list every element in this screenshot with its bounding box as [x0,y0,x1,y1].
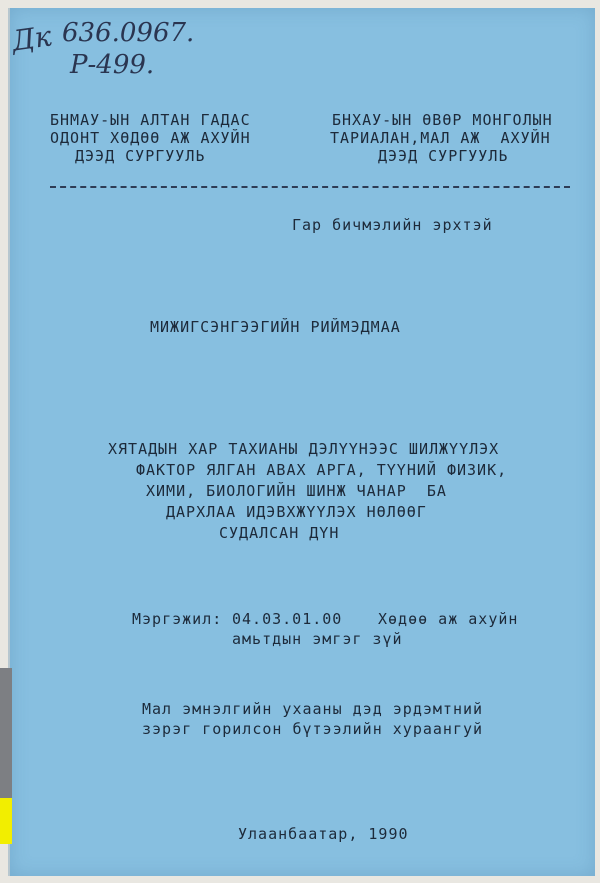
specialty-name-line1: Хөдөө аж ахуйн [378,610,519,628]
separator-dashed-line [50,186,570,188]
title-line-3: ХИМИ, БИОЛОГИЙН ШИНЖ ЧАНАР БА [146,482,447,500]
title-line-1: ХЯТАДЫН ХАР ТАХИАНЫ ДЭЛҮҮНЭЭС ШИЛЖҮҮЛЭХ [108,440,500,458]
author-name: МИЖИГСЭНГЭЭГИЙН РИЙМЭДМАА [150,318,401,336]
title-line-5: СУДАЛСАН ДҮН [219,524,340,542]
institution-left-line3: ДЭЭД СУРГУУЛЬ [75,147,206,165]
institution-left-line1: БНМАУ-ЫН АЛТАН ГАДАС [50,111,251,129]
institution-right-line1: БНХАУ-ЫН ӨВӨР МОНГОЛЫН [332,111,553,129]
degree-line-2: зэрэг горилсон бүтээлийн хураангуй [142,720,484,738]
title-line-2: ФАКТОР ЯЛГАН АВАХ АРГА, ТҮҮНИЙ ФИЗИК, [136,461,508,479]
handwritten-code: 636.0967. [62,18,195,48]
binding-strip-yellow [0,798,12,844]
binding-strip-dark [0,668,12,798]
degree-line-1: Мал эмнэлгийн ухааны дэд эрдэмтний [142,700,484,718]
handwritten-prefix: Дк [9,19,54,58]
institution-right-line2: ТАРИАЛАН,МАЛ АЖ АХУЙН [330,129,551,147]
institution-right-line3: ДЭЭД СУРГУУЛЬ [378,147,509,165]
institution-left-line2: ОДОНТ ХӨДӨӨ АЖ АХУЙН [50,129,251,147]
specialty-name-line2: амьтдын эмгэг зүй [232,630,403,648]
title-line-4: ДАРХЛАА ИДЭВХЖҮҮЛЭХ НӨЛӨӨГ [166,503,427,521]
manuscript-note: Гар бичмэлийн эрхтэй [292,216,493,234]
handwritten-code-second: Р-499. [70,50,155,80]
place-year: Улаанбаатар, 1990 [238,825,409,843]
specialty-label: Мэргэжил: [132,610,223,628]
specialty-code: 04.03.01.00 [232,610,343,628]
